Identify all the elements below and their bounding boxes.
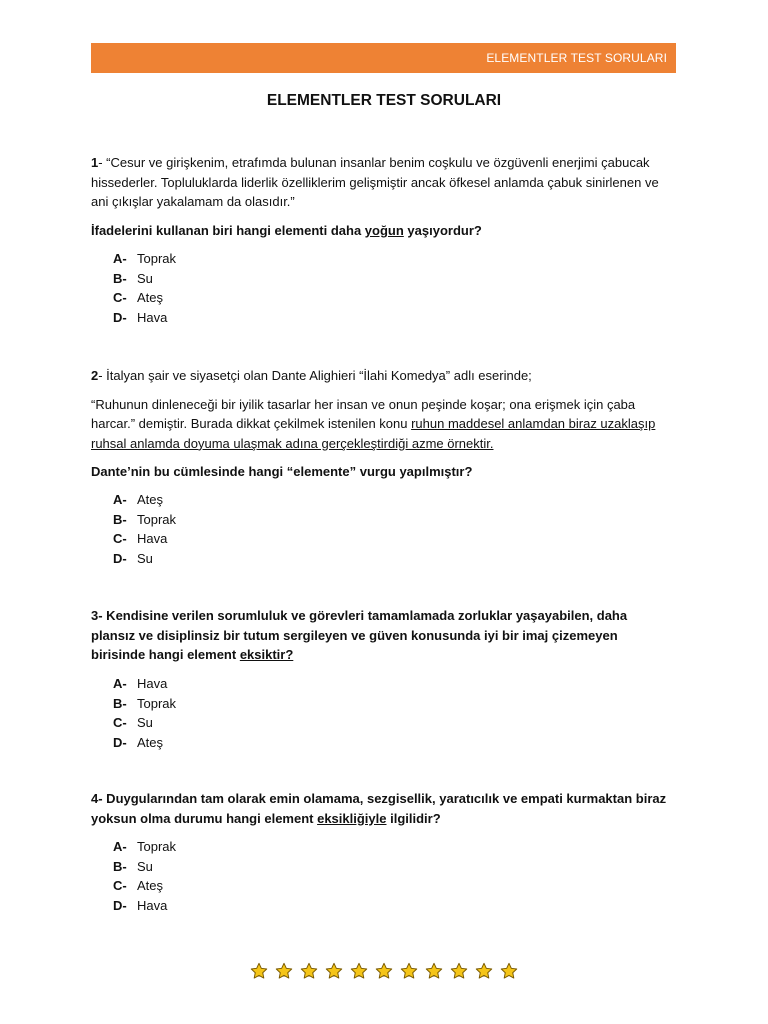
option-a[interactable]: A- Toprak [113, 839, 177, 854]
star-icon [500, 962, 518, 982]
star-icon [275, 962, 293, 982]
question-number: 1 [91, 155, 99, 170]
question-4-options [113, 837, 176, 915]
star-icon [400, 962, 418, 982]
question-1-options [113, 249, 176, 327]
star-icon [250, 962, 268, 982]
question-3-options [113, 674, 176, 752]
star-icon [350, 962, 368, 982]
option-c[interactable]: C- Ateş [113, 290, 164, 305]
question-1-intro: 1- “Cesur ve girişkenim, etrafımda bulunan insanlar benim coşkulu ve özgüvenli enerjimi çabucak hissederler. Topluluklarda liderlik özelliklerim gelişmiştir ancak öfkesel anlamda çabuk sinirlenen ve ani çıkışlar yakalamam da olasıdır.” [91, 155, 659, 210]
question-1-ask: İfadelerini kullanan biri hangi elementi daha yoğun yaşıyordur? [91, 222, 482, 238]
question-2-options [113, 490, 176, 568]
header-label: ELEMENTLER TEST SORULARI [486, 51, 667, 65]
option-d[interactable]: D- Ateş [113, 734, 164, 750]
option-d[interactable]: D- Hava [113, 309, 168, 325]
question-2 [91, 366, 671, 482]
question-3 [91, 606, 671, 665]
question-4 [91, 789, 671, 828]
question-2-ask: Dante’nin bu cümlesinde hangi “elemente” vurgu yapılmıştır? [91, 464, 473, 480]
question-number: 3- [91, 608, 103, 623]
star-icon [375, 962, 393, 982]
option-c[interactable]: C- Ateş [113, 878, 164, 893]
option-b[interactable]: B- Su [113, 858, 153, 874]
star-icon [300, 962, 318, 982]
question-number: 2 [91, 368, 99, 383]
question-4-ask: 4- Duygularından tam olarak emin olamama, sezgisellik, yaratıcılık ve empati kurmaktan biraz yoksun olma durumu hangi element eksikliğiyle ilgilidir? [91, 791, 667, 826]
star-rating [250, 962, 518, 982]
option-b[interactable]: B- Toprak [113, 695, 177, 711]
question-3-ask: 3- Kendisine verilen sorumluluk ve görevleri tamamlamada zorluklar yaşayabilen, daha plansız ve disiplinsiz bir tutum sergileyen ve güven konusunda iyi bir imaj çizemeyen birisinde hangi element eksiktir? [91, 608, 628, 663]
option-d[interactable]: D- Hava [113, 897, 168, 913]
option-c[interactable]: C- Su [113, 715, 153, 730]
star-icon [475, 962, 493, 982]
star-icon [450, 962, 468, 982]
option-d[interactable]: D- Su [113, 550, 153, 566]
option-c[interactable]: C- Hava [113, 531, 168, 546]
question-number: 4- [91, 791, 103, 806]
question-1 [91, 153, 671, 240]
option-a[interactable]: A- Toprak [113, 251, 177, 266]
option-b[interactable]: B- Toprak [113, 511, 177, 527]
question-2-intro: 2- İtalyan şair ve siyasetçi olan Dante Alighieri “İlahi Komedya” adlı eserinde; [91, 368, 532, 383]
option-a[interactable]: A- Ateş [113, 492, 164, 507]
header-bar [91, 43, 676, 73]
question-2-quote: “Ruhunun dinleneceği bir iyilik tasarlar her insan ve onun peşinde koşar; ona erişmek için çaba harcar.” demiştir. Burada dikkat çekilmek istenilen konu ruhun maddesel anlamdan biraz uzaklaşıp ruhsal anlamda doyuma ulaşmak adına gerçekleştirdiği azme örnektir. [91, 396, 656, 451]
option-a[interactable]: A- Hava [113, 676, 168, 691]
star-icon [325, 962, 343, 982]
star-icon [425, 962, 443, 982]
page-title: ELEMENTLER TEST SORULARI [266, 92, 502, 109]
option-b[interactable]: B- Su [113, 270, 153, 286]
